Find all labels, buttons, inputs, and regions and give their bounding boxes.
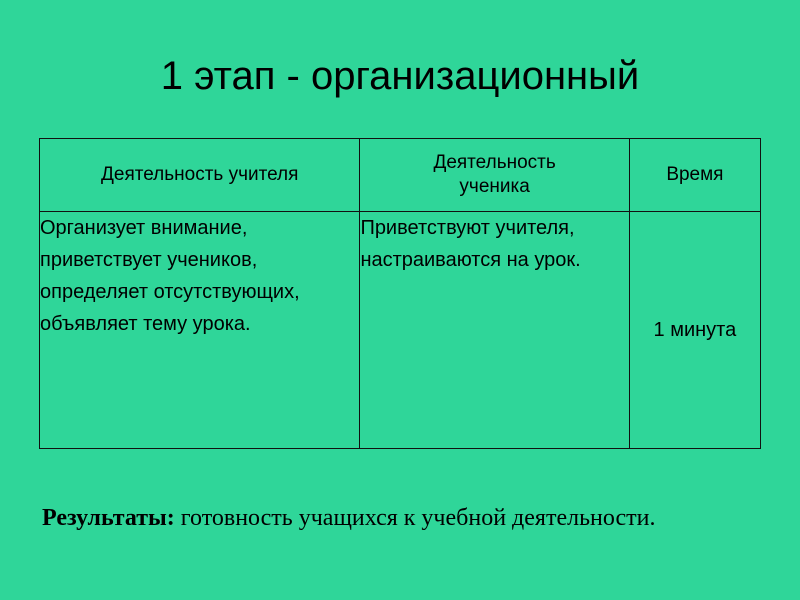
header-time: Время xyxy=(629,139,760,212)
results-line xyxy=(42,502,655,534)
results-text: готовность учащихся к учебной деятельности. xyxy=(174,505,656,531)
table-header-row xyxy=(40,139,761,212)
header-student-activity-label: Деятельность ученика xyxy=(433,152,556,197)
table-row xyxy=(40,212,761,449)
header-student-activity xyxy=(360,139,629,212)
cell-time: 1 минута xyxy=(629,212,760,449)
cell-student-activity xyxy=(360,212,629,449)
slide-title: 1 этап - организационный xyxy=(160,54,640,98)
activity-table xyxy=(39,138,761,449)
cell-teacher-activity: Организует внимание, приветствует учеников, определяет отсутствующих, объявляет тему урока. xyxy=(40,212,360,449)
results-label: Результаты: xyxy=(42,505,175,531)
cell-student-activity-text: Приветствуют учителя, настраиваются на урок. xyxy=(360,217,581,271)
header-teacher-activity: Деятельность учителя xyxy=(40,139,360,212)
